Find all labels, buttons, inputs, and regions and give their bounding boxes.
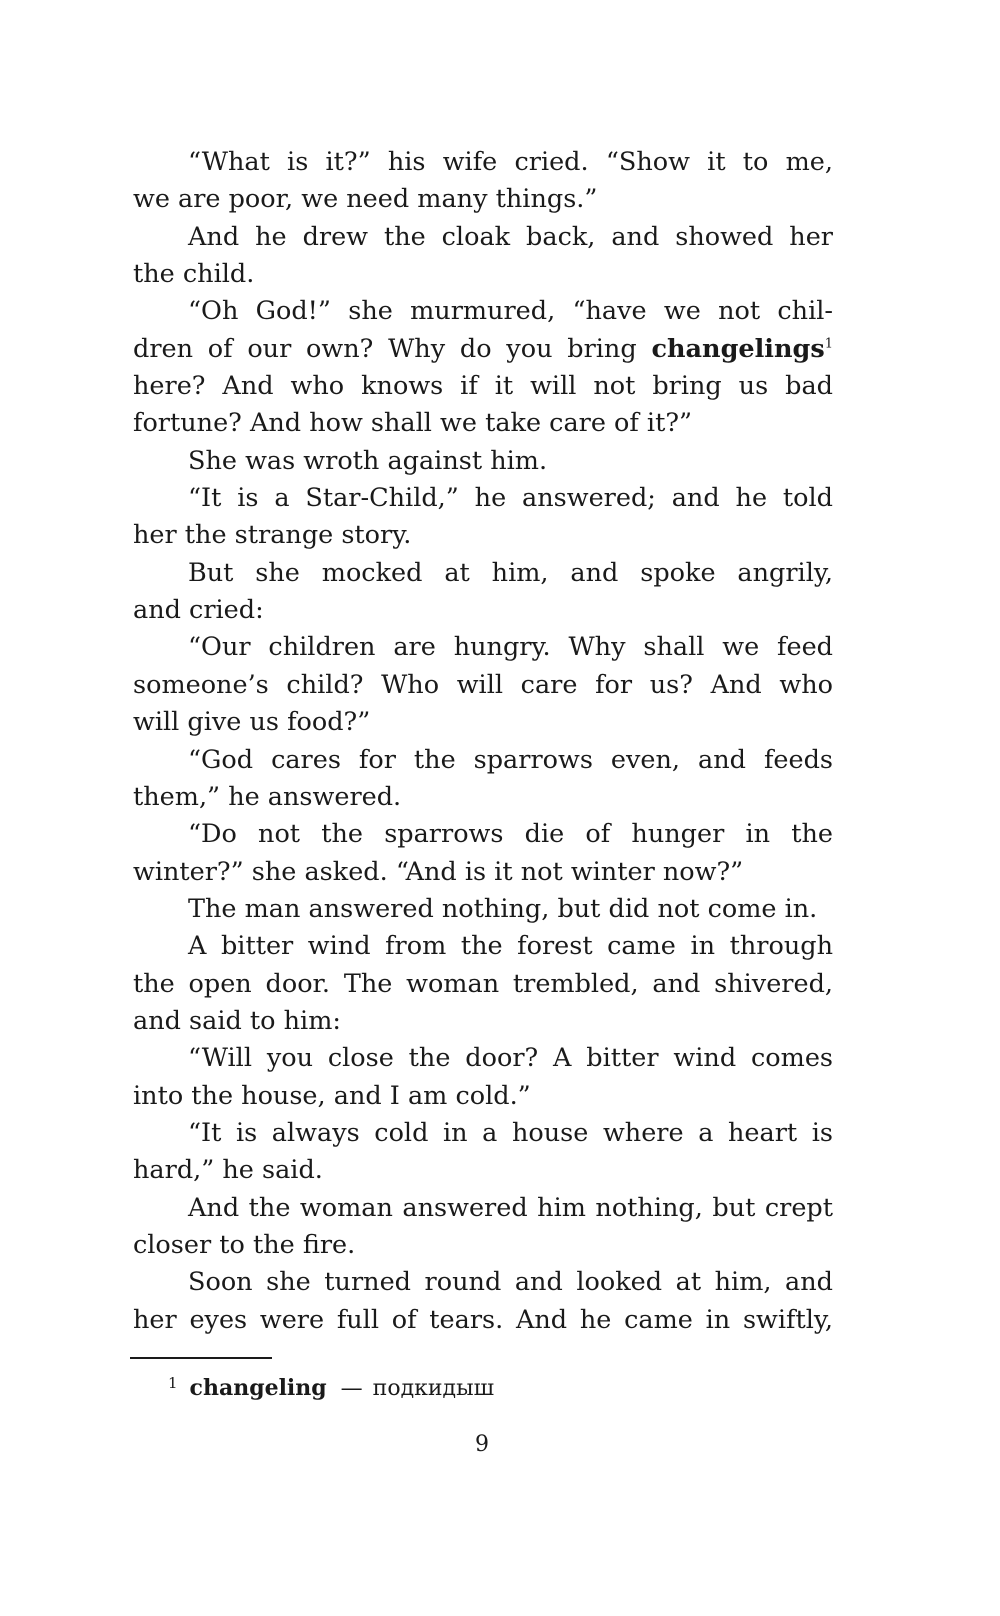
footnote-number: 1 (168, 1374, 178, 1392)
text-line: And the woman answered him nothing, but crept (188, 1192, 833, 1223)
text-line: The man answered nothing, but did not come in. (188, 893, 818, 924)
text-line: But she mocked at him, and spoke angrily, (188, 557, 833, 588)
text-line: “Oh God!” she murmured, “have we not chil- (188, 296, 833, 327)
text-line (133, 331, 833, 368)
text-line: closer to the fire. (133, 1229, 356, 1260)
text-line: “Will you close the door? A bitter wind comes (188, 1043, 833, 1074)
text-line: “Do not the sparrows die of hunger in the (188, 819, 833, 850)
text-line: “It is a Star-Child,” he answered; and he told (188, 483, 833, 514)
text-line: the child. (133, 259, 255, 290)
text-line: we are poor, we need many things.” (133, 184, 598, 215)
text-line: and cried: (133, 595, 264, 626)
text-line: “What is it?” his wife cried. “Show it to me, (188, 147, 833, 177)
text-line: will give us food?” (133, 707, 371, 738)
text-line: and said to him: (133, 1005, 341, 1036)
text-line: winter?” she asked. “And is it not winter now?” (133, 856, 744, 887)
text-line: And he drew the cloak back, and showed her (188, 221, 833, 252)
footnote-dash: — (340, 1376, 363, 1401)
footnote-term: changeling (189, 1375, 327, 1401)
footnote-reference[interactable]: 1 (824, 336, 834, 352)
text-line: the open door. The woman trembled, and shivered, (133, 968, 833, 999)
text-segment: dren of our own? Why do you bring (133, 333, 637, 364)
text-line: them,” he answered. (133, 781, 402, 812)
text-line: “God cares for the sparrows even, and feeds (188, 744, 833, 775)
text-line: someone’s child? Who will care for us? And who (133, 669, 833, 700)
text-line: her the strange story. (133, 520, 412, 551)
text-line: Soon she turned round and looked at him, and (188, 1267, 833, 1298)
text-line: fortune? And how shall we take care of it?” (133, 408, 693, 439)
text-line: here? And who knows if it will not bring us bad (133, 371, 833, 402)
footnote-divider (130, 1357, 272, 1359)
footnote (168, 1365, 494, 1407)
text-line: She was wroth against him. (188, 445, 548, 476)
text-line: her eyes were full of tears. And he came in swiftly, (133, 1304, 833, 1335)
page-number: 9 (475, 1432, 489, 1457)
text-line: “It is always cold in a house where a heart is (188, 1117, 833, 1148)
body-text (133, 144, 833, 1339)
text-line: A bitter wind from the forest came in through (188, 931, 833, 962)
text-line: hard,” he said. (133, 1155, 323, 1186)
text-line: “Our children are hungry. Why shall we feed (188, 632, 833, 663)
glossary-term: changelings (651, 333, 825, 364)
footnote-translation: подкидыш (372, 1376, 495, 1401)
text-line: into the house, and I am cold.” (133, 1080, 531, 1111)
